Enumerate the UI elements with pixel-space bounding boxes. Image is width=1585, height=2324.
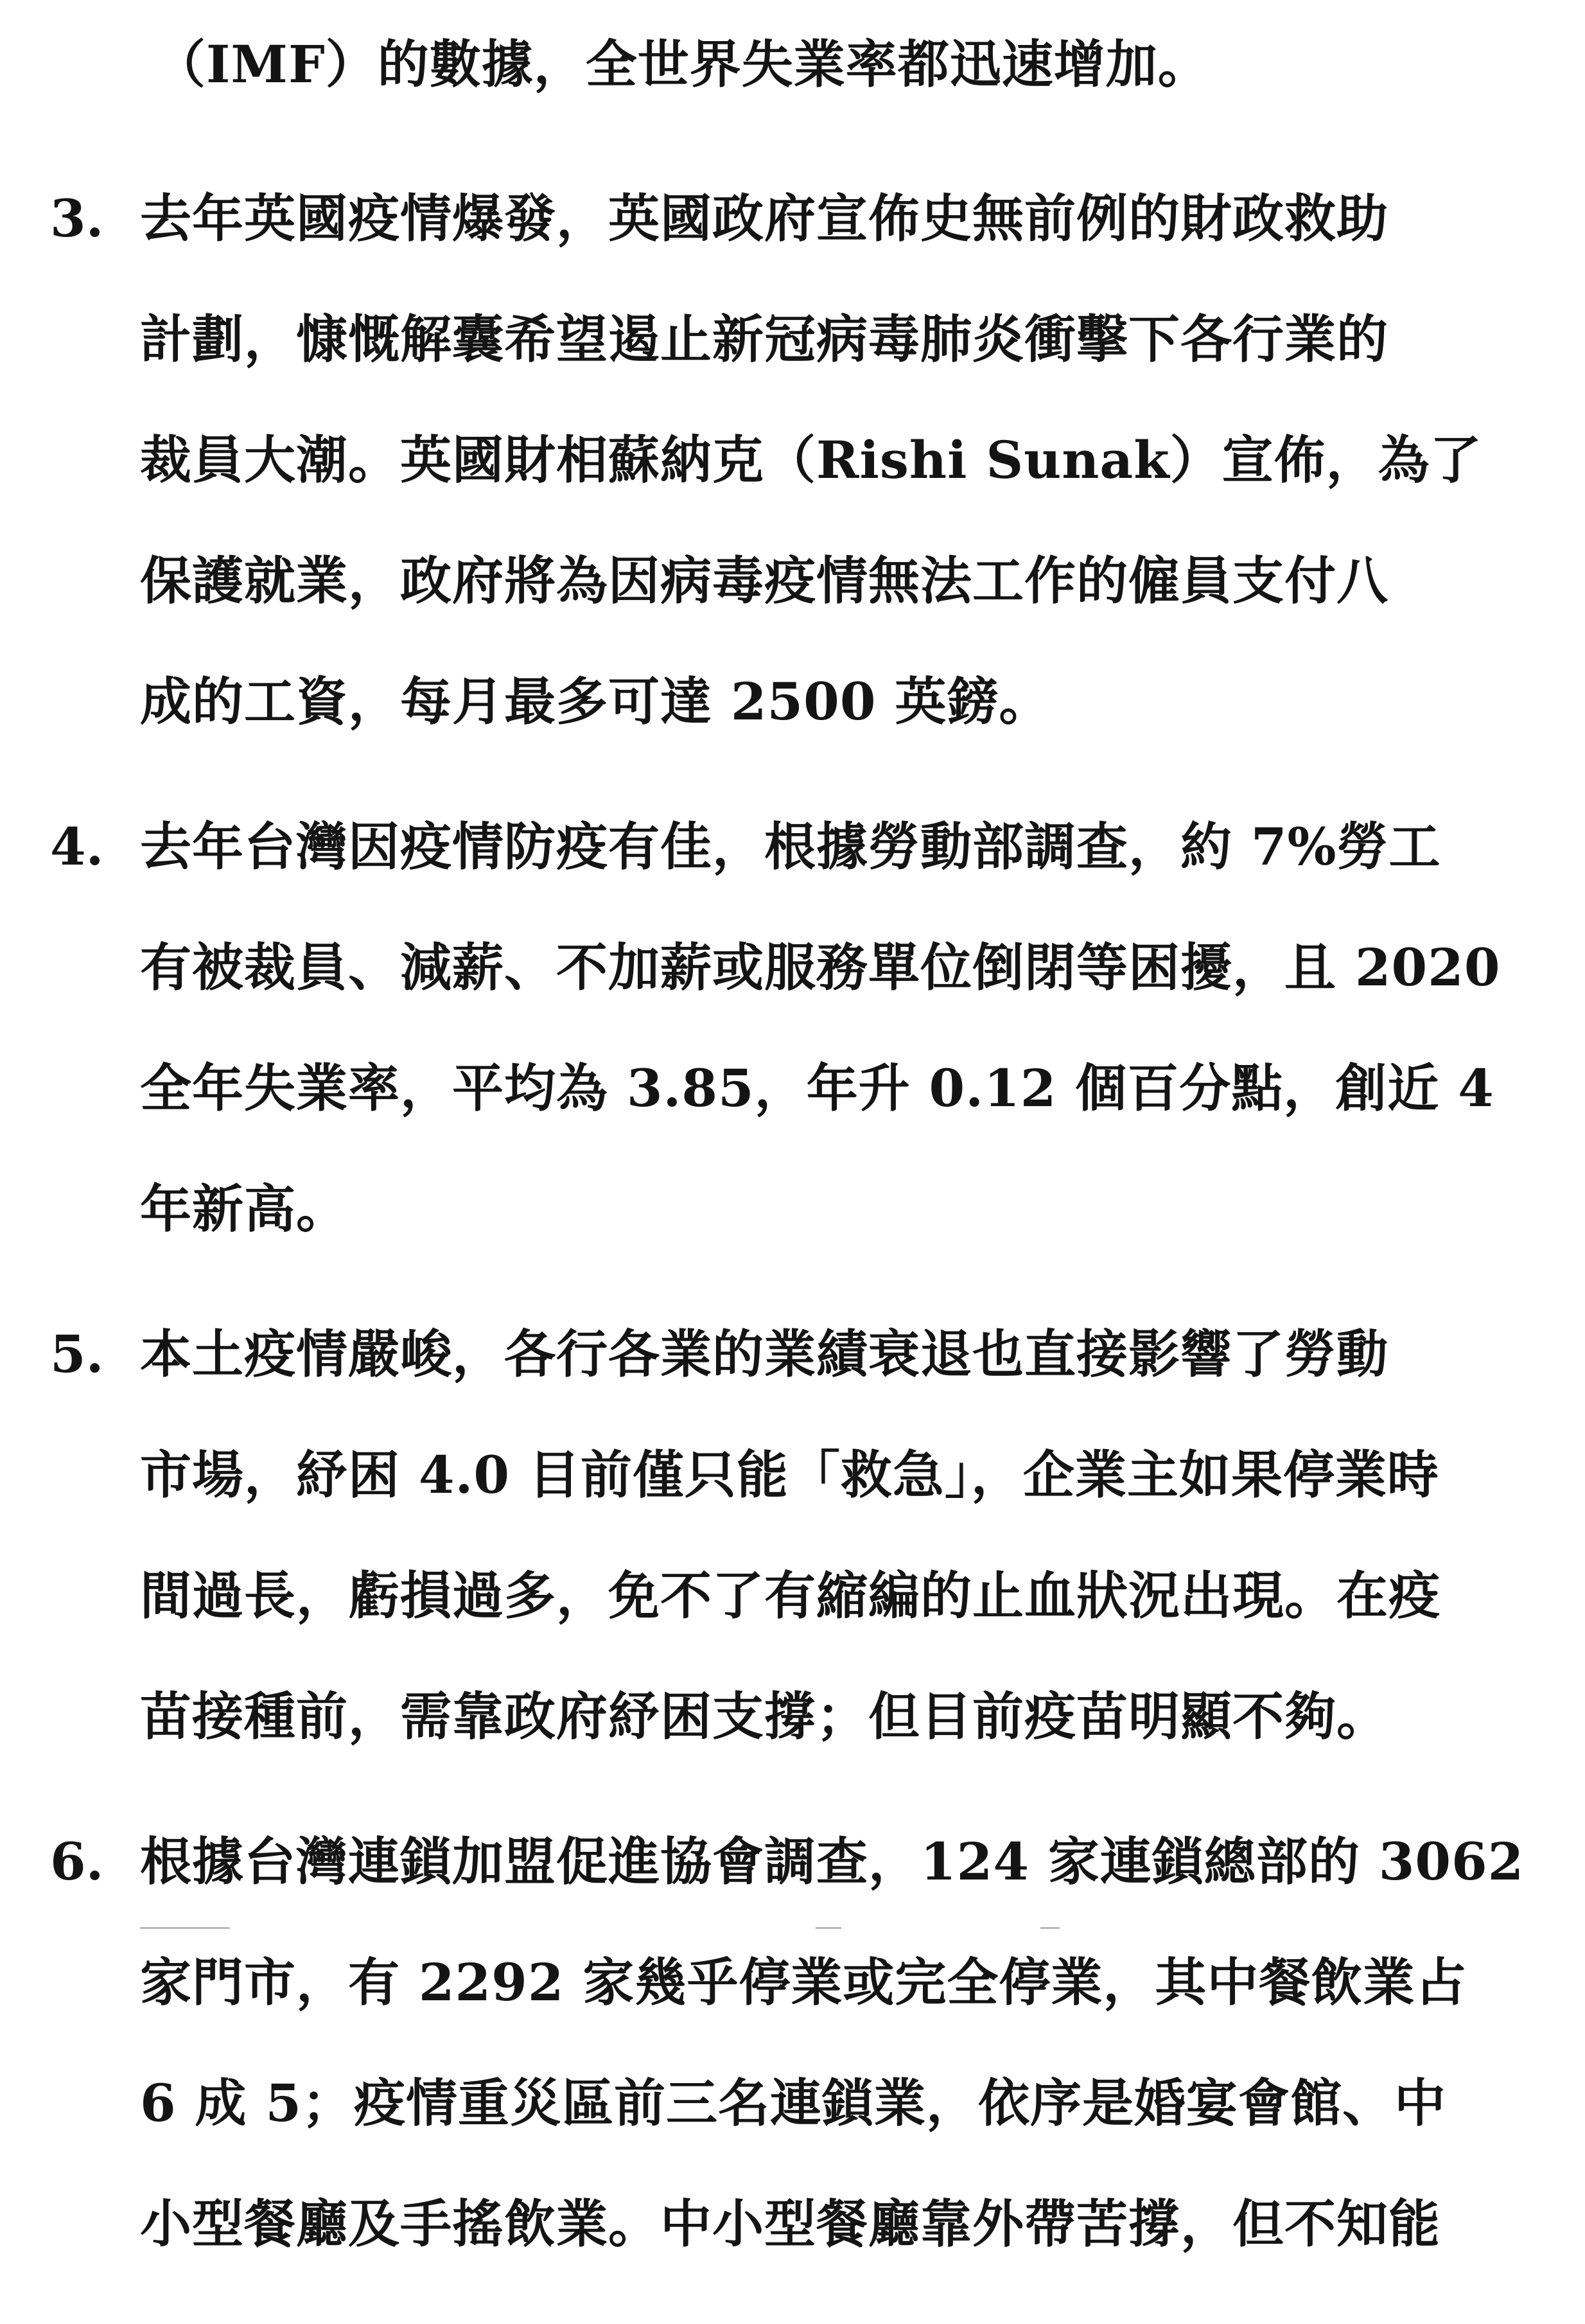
list-item-line: 苗接種前，需靠政府紓困支撐；但目前疫苗明顯不夠。 xyxy=(140,1686,1388,1747)
list-item-line: 去年英國疫情爆發，英國政府宣佈史無前例的財政救助 xyxy=(140,188,1388,249)
list-item-line: 保護就業，政府將為因病毒疫情無法工作的僱員支付八 xyxy=(140,550,1388,611)
list-item-number: 5. xyxy=(50,1324,104,1384)
list-item-line: 根據台灣連鎖加盟促進協會調查，124 家連鎖總部的 3062 xyxy=(140,1831,1525,1892)
list-item-line: 計劃，慷慨解囊希望遏止新冠病毒肺炎衝擊下各行業的 xyxy=(140,309,1388,369)
list-item-line: 有被裁員、減薪、不加薪或服務單位倒閉等困擾，且 2020 xyxy=(140,937,1501,998)
list-item-number: 6. xyxy=(50,1831,104,1892)
list-item-number: 3. xyxy=(50,188,104,249)
list-item-line: 小型餐廳及手搖飲業。中小型餐廳靠外帶苦撐，但不知能 xyxy=(140,2194,1441,2254)
intro-continuation-line: （IMF）的數據，全世界失業率都迅速增加。 xyxy=(154,34,1210,94)
list-item-number: 4. xyxy=(50,816,104,877)
list-item-line: 年新高。 xyxy=(140,1179,348,1239)
scan-artifact xyxy=(140,1927,230,1929)
list-item-line: 間過長，虧損過多，免不了有縮編的止血狀況出現。在疫 xyxy=(140,1565,1441,1626)
list-item-line: 家門市，有 2292 家幾乎停業或完全停業，其中餐飲業占 xyxy=(140,1952,1467,2012)
list-item-line: 本土疫情嚴峻，各行各業的業績衰退也直接影響了勞動 xyxy=(140,1324,1388,1384)
list-item-line: 裁員大潮。英國財相蘇納克（Rishi Sunak）宣佈，為了 xyxy=(140,430,1482,490)
list-item-line: 6 成 5；疫情重災區前三名連鎖業，依序是婚宴會館、中 xyxy=(140,2073,1447,2133)
list-item-line: 全年失業率，平均為 3.85，年升 0.12 個百分點，創近 4 xyxy=(140,1058,1494,1118)
list-item-line: 成的工資，每月最多可達 2500 英鎊。 xyxy=(140,671,1051,732)
list-item-line: 去年台灣因疫情防疫有佳，根據勞動部調查，約 7%勞工 xyxy=(140,816,1441,877)
scan-artifact xyxy=(816,1927,841,1929)
list-item-line: 市場，紓困 4.0 目前僅只能「救急」，企業主如果停業時 xyxy=(140,1445,1439,1505)
scan-artifact xyxy=(1040,1927,1060,1929)
